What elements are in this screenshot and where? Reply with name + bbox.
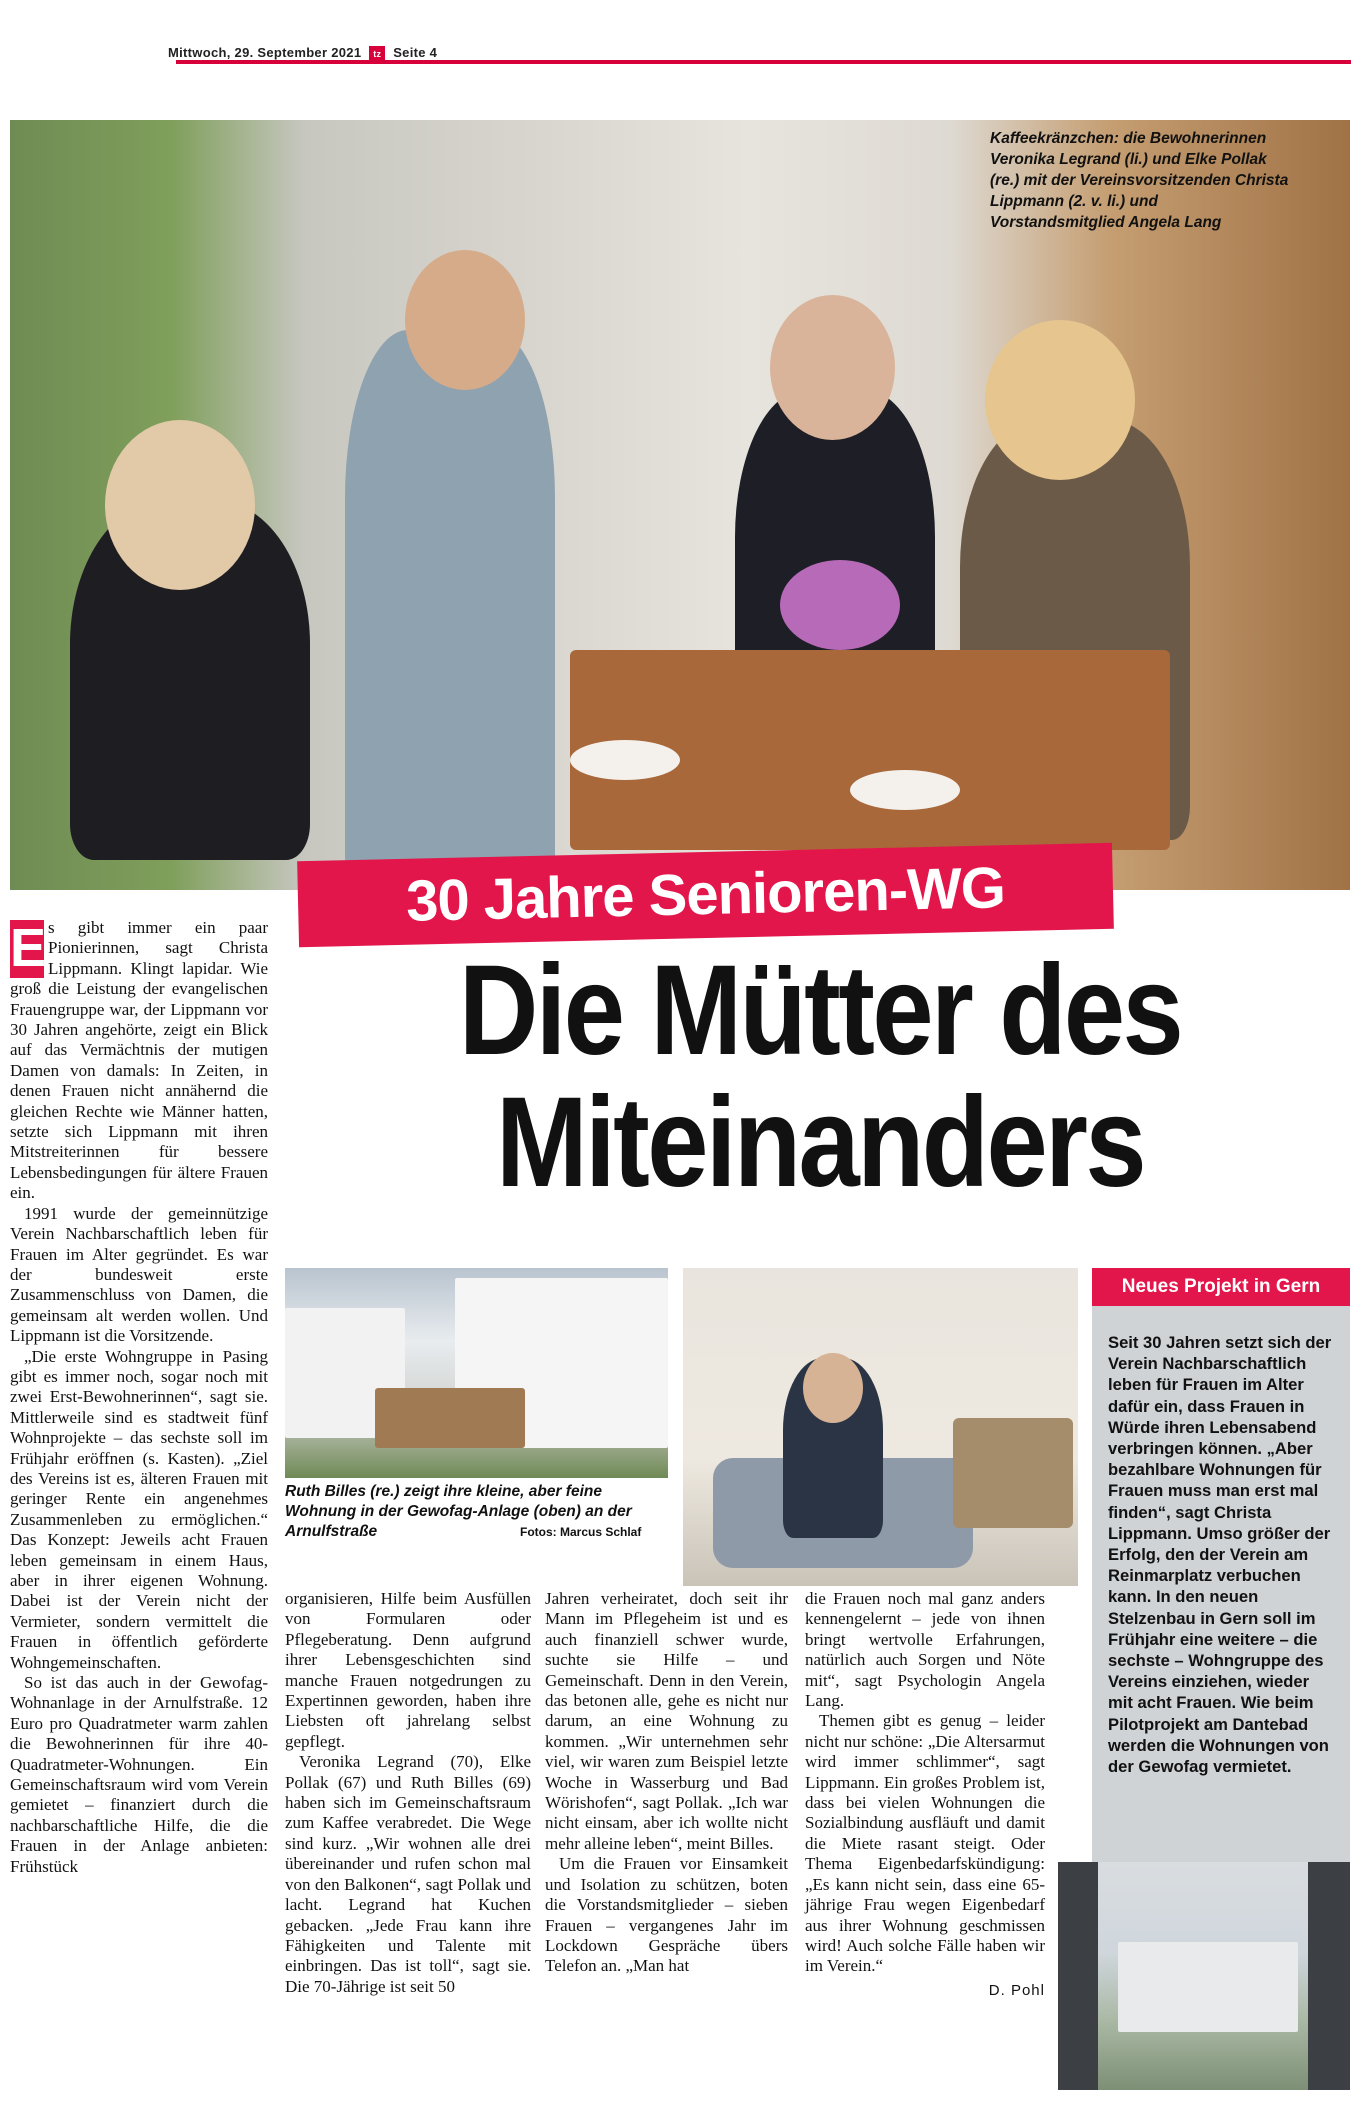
headline-kicker: 30 Jahre Senioren-WG bbox=[297, 843, 1114, 947]
drop-cap: E bbox=[10, 918, 47, 978]
main-photo bbox=[10, 120, 1350, 890]
paragraph: Jahren verheiratet, doch seit ihr Mann im Pflegeheim ist und es auch finanziell schwer wurde, suchte sie Hilfe – und Gemeinschaft. Denn in den Verein, das betonen alle, gehe es nicht nur darum, an eine Wohnung zu kommen. „Wir unternehmen sehr viel, wir waren zum Beispiel letzte Woche in Wasserburg und Bad Wörishofen“, sagt Pollak. „Ich war nicht einsam, aber ich wollte nicht mehr alleine leben“, meint Billes. bbox=[545, 1589, 788, 1853]
paragraph: So ist das auch in der Gewofag-Wohnanlage in der Arnulfstraße. 12 Euro pro Quadratmeter warm zahlen die Bewohnerinnen für ihre 40-Quadratmeter-Wohnungen. Ein Gemeinschaftsraum wird vom Verein gemietet – finanziert durch die nachbarschaftliche Hilfe, die die Frauen in der Anlage anbieten: Frühstück bbox=[10, 1673, 268, 1876]
paragraph: Themen gibt es genug – leider nicht nur schöne: „Die Altersarmut wird immer schlimmer“, sagt Lippmann. Ein großes Problem ist, dass bei vielen Wohnungen die Sozialbindung ausfläuft und damit die Miete rasant steigt. Oder Thema Eigenbedarfskündigung: „Es kann nicht sein, dass eine 65-jährige Frau wegen Eigenbedarf aus ihrer Wohnung geschmissen wird! Auch solche Fälle haben wir im Verein.“ bbox=[805, 1711, 1045, 1976]
paragraph: s gibt immer ein paar Pionierinnen, sagt Christa Lippmann. Klingt lapidar. Wie groß die Leistung der evangelischen Frauengruppe war, der Lippmann vor 30 Jahren angehörte, zeigt ein Blick auf das Vermächtnis der mutigen Damen von damals: In Zeiten, in denen Frauen nicht annähernd die gleichen Rechte wie Männer hatten, setzte sich Lippmann mit ihren Mitstreiterinnen für bessere Lebensbedingungen für ältere Frauen ein. bbox=[10, 918, 268, 1203]
info-box-text: Seit 30 Jahren setzt sich der Verein Nachbarschaftlich leben für Frauen im Alter dafür ein, dass Frauen in Würde ihren Lebensabend verbringen können. „Aber bezahlbare Wohnungen für Frauen muss man erst mal finden“, sagt Christa Lippmann. Umso größer der Erfolg, den der Verein am Reinmarplatz verbuchen kann. In den neuen Stelzenbau in Gern soll im Frühjahr eine weitere – die sechste – Wohngruppe des Vereins einziehen, wieder mit acht Frauen. Wie beim Pilotprojekt am Dantebad werden die Wohnungen von der Gewofag vermietet. bbox=[1108, 1333, 1332, 1777]
small-photo-caption: Ruth Billes (re.) zeigt ihre kleine, aber feine Wohnung in der Gewofag-Anlage (oben) an der Arnulfstraße bbox=[285, 1483, 632, 1540]
article-column-1 bbox=[10, 918, 268, 1877]
headline-title: Die Mütter des Miteinanders bbox=[458, 939, 1182, 1214]
article-column-4 bbox=[805, 1589, 1045, 2001]
paragraph: 1991 wurde der gemeinnützige Verein Nachbarschaftlich leben für Frauen im Alter gegründet. Es war der bundesweit erste Zusammenschluss von Damen, die gemeinsam alt werden wollen. Und Lippmann ist die Vorsitzende. bbox=[10, 1203, 268, 1346]
paragraph: „Die erste Wohngruppe in Pasing gibt es immer noch, sogar noch mit zwei Erst-Bewohnerinnen“, sagt sie. Mittlerweile sind es stadtweit fünf Wohnprojekte – das sechste soll im Frühjahr eröffnen (s. Kasten). „Ziel des Vereins ist es, älteren Frauen mit geringer Rente ein angenehmes Zusammenleben zu ermöglichen.“ Das Konzept: Jeweils acht Frauen leben gemeinsam in einem Haus, aber in ihrer eigenen Wohnung. Dabei ist der Verein nicht der Vermieter, sondern vermittelt die Frauen in öffentlich geförderte Wohngemeinschaften. bbox=[10, 1346, 268, 1672]
author: D. Pohl bbox=[988, 1981, 1045, 1999]
paragraph: die Frauen noch mal ganz anders kennengelernt – jede von ihnen bringt wertvolle Erfahrungen, natürlich auch Sorgen und Nöte mit“, sagt Psychologin Angela Lang. bbox=[805, 1589, 1045, 1711]
photo-credit: Fotos: Marcus Schlaf bbox=[520, 1525, 642, 1539]
apartment-photo bbox=[683, 1268, 1078, 1586]
article-column-2 bbox=[285, 1589, 531, 1997]
main-photo-caption: Kaffeekränzchen: die Bewohnerinnen Veronika Legrand (li.) und Elke Pollak (re.) mit der Vereinsvorsitzenden Christa Lippmann (2. v. li.) und Vorstandsmitglied Angela Lang bbox=[990, 130, 1289, 231]
issue-date: Mittwoch, 29. September 2021 bbox=[168, 45, 362, 60]
stilt-building-photo bbox=[1058, 1862, 1350, 2090]
tz-logo: tz bbox=[369, 46, 385, 62]
page-header bbox=[168, 45, 437, 62]
info-box-title: Neues Projekt in Gern bbox=[1092, 1268, 1350, 1306]
paragraph: Veronika Legrand (70), Elke Pollak (67) und Ruth Billes (69) haben sich im Gemeinschaftsraum zum Kaffee verabredet. Die Wege sind kurz. „Wir wohnen alle drei übereinander und rufen schon mal von den Balkonen“, sagt Pollak und lacht. Legrand hat Kuchen gebacken. „Jede Frau kann ihre Fähigkeiten und Talente mit einbringen. Das ist toll“, sagt sie. Die 70-Jährige ist seit 50 bbox=[285, 1752, 531, 1996]
article-column-3 bbox=[545, 1589, 788, 1977]
paragraph: organisieren, Hilfe beim Ausfüllen von Formularen oder Pflegeberatung. Denn aufgrund ihrer Lebensgeschichten sind manche Frauen notgedrungen zu Expertinnen geworden, haben ihre Liebsten oft jahrelang selbst gepflegt. bbox=[285, 1589, 531, 1751]
building-photo bbox=[285, 1268, 668, 1478]
paragraph: Um die Frauen vor Einsamkeit und Isolation zu schützen, boten die Vorstandsmitglieder – sieben Frauen – vergangenes Jahr im Lockdown Gespräche übers Telefon an. „Man hat bbox=[545, 1854, 788, 1976]
page-number: Seite 4 bbox=[393, 45, 438, 60]
